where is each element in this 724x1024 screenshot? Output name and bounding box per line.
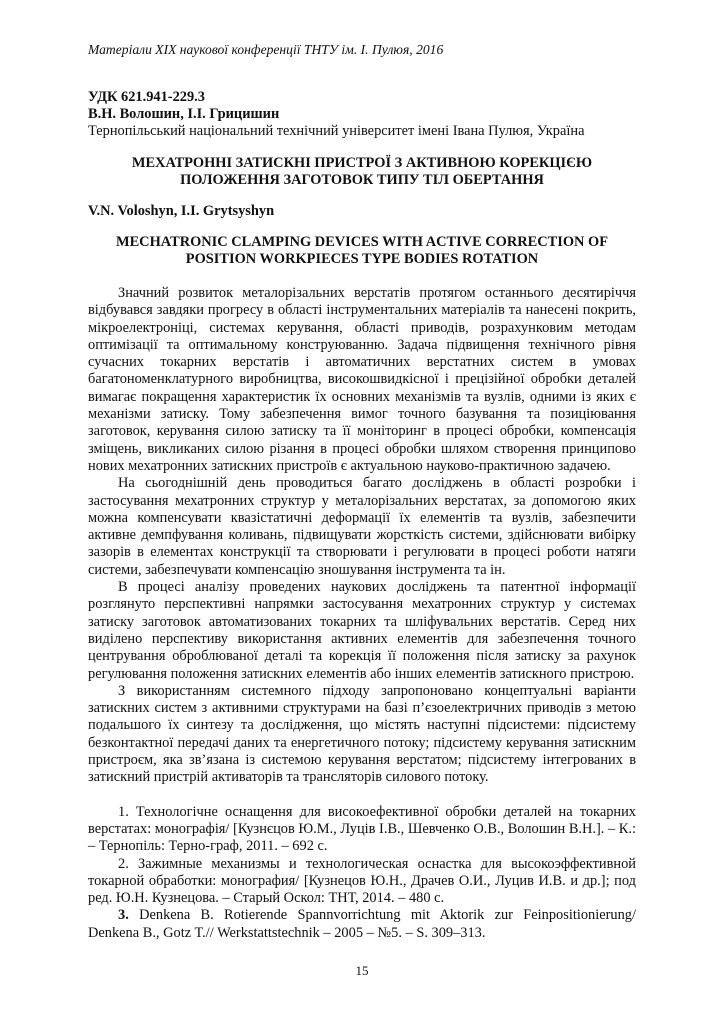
reference-item — [88, 856, 636, 908]
article-body — [88, 285, 636, 787]
paragraph-4: З використанням системного підходу запропоновано концептуальні варіанти затискних систем з активними структурами на базі п’єзоелектричних приводів з метою подальшого їх синтезу та дослідження, що містять наступні підсистеми: підсистему безконтактної передачі даних та енергетичного потоку; підсистему керування затискним пристроєм, яка зв’язана із системою керування верстатом; підсистему інтегрованих в затискний пристрій активаторів та трансляторів силового потоку. — [88, 682, 636, 786]
paragraph-3: В процесі аналізу проведених наукових досліджень та патентної інформації розглянуто перспективні напрямки застосування мехатронних структур у системах затиску заготовок автоматизованих токарних та шліфувальних верстатів. Серед них виділено перспективу використання активних елементів для забезпечення точного центрування оброблюваної деталі та корекція її положення після затиску за рахунок регулювання положення затискних елементів або інших елементів затискного пристрою. — [88, 579, 636, 682]
reference-text: Denkena B. Rotierende Spannvorrichtung mit Aktorik zur Feinpositionierung/ Denkena B., Gotz T.// Werkstattstechnik – 2005 – №5. – S. 309–313. — [88, 907, 636, 941]
paragraph-1: Значний розвиток металорізальних верстатів протягом останнього десятиріччя відбувався завдяки прогресу в області інструментальних матеріалів та нанесені покрить, мікроелектроніці, системах керування, області приводів, розрахунковим методам оптимізації та оптимальному конструюванню. Задача підвищення технічного рівня сучасних токарних верстатів і автоматичних верстатних систем в умовах багатономенклатурного виробництва, високошвидкісної і прецізійної обробки деталей вимагає покращення характеристик їх основних механізмів та вузлів, одними із яких є механізми затиску. Тому забезпечення вимог точного базування та позиціювання заготовок, керування силою затиску та її моніторинг в процесі обробки, компенсація зміщень, викликаних силою різання в процесі обробки шляхом створення принципово нових мехатронних затискних пристроїв є актуальною науково-практичною задачею. — [88, 285, 636, 474]
title-english: MECHATRONIC CLAMPING DEVICES WITH ACTIVE CORRECTION OF POSITION WORKPIECES TYPE BODIES ROTATION — [116, 234, 608, 267]
references-list — [88, 804, 636, 942]
article-content — [88, 89, 636, 942]
reference-text: Технологічне оснащення для високоефективної обробки деталей на токарних верстатах: монографія/ [Кузнєцов Ю.М., Луців І.В., Шевченко О.В., Волошин В.Н.]. – К.: – Тернопіль: Терно-граф, 2011. – 692 с. — [88, 803, 636, 855]
title-ukrainian: МЕХАТРОННІ ЗАТИСКНІ ПРИСТРОЇ З АКТИВНОЮ КОРЕКЦІЄЮ ПОЛОЖЕННЯ ЗАГОТОВОК ТИПУ ТІЛ ОБЕРТАННЯ — [131, 155, 593, 188]
reference-item — [88, 804, 636, 856]
authors-english: V.N. Voloshyn, I.I. Grytsyshyn — [88, 203, 275, 219]
reference-number: 1. — [118, 803, 129, 820]
affiliation: Тернопільський національний технічний університет імені Івана Пулюя, Україна — [88, 123, 585, 139]
page-number: 15 — [355, 963, 369, 978]
reference-text: Зажимные механизмы и технологическая оснастка для высокоэффективной токарной обработки: монография/ [Кузнецов Ю.Н., Драчев О.И., Луцив И.В. и др.]; под ред. Ю.Н. Кузнецова. – Старый Оскол: ТНТ, 2014. – 480 с. — [88, 855, 636, 907]
running-header: Матеріали ХІХ наукової конференції ТНТУ ім. І. Пулюя, 2016 — [88, 42, 444, 57]
authors-ukrainian: В.Н. Волошин, І.І. Грицишин — [88, 106, 280, 122]
reference-number: 2. — [118, 855, 129, 872]
reference-number: 3. — [118, 907, 129, 924]
udk-code: УДК 621.941-229.3 — [88, 89, 205, 105]
reference-item — [88, 907, 636, 942]
paragraph-2: На сьогоднішній день проводиться багато досліджень в області розробки і застосування мехатронних структур у металорізальних верстатах, за допомогою яких можна компенсувати квазістатичні деформації їх елементів та вузлів, забезпечити активне демпфування коливань, підвищувати жорсткість системи, здійснювати вибірку зазорів в елементах конструкції та створювати і регулювати в процесі роботи натяги системи, забезпечувати компенсацію зношування інструмента та ін. — [88, 475, 636, 578]
